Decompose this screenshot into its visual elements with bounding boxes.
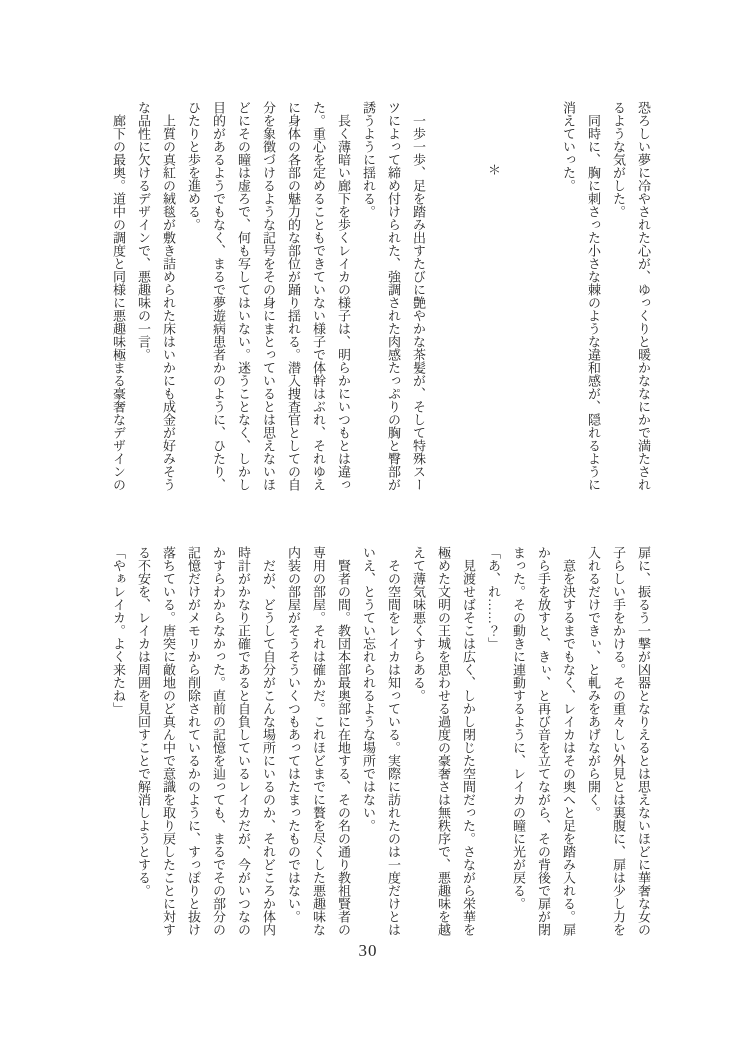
text-column: 「やぁレイカ。よく来たね」 <box>111 546 126 715</box>
text-column: どにその瞳は虚ろで、何も写してはいない。迷うことなく、しかし <box>236 101 251 491</box>
text-column: その空間をレイカは知っている。実際に訪れたのは一度だけとは <box>386 559 401 936</box>
column-gap <box>506 101 531 495</box>
text-column: 恐ろしい夢に冷やされた心が、ゆっくりと暖かななにかで満たされ <box>636 101 651 491</box>
text-column: かすらわからなかった。直前の記憶を辿っても、まるでその部分の <box>211 546 226 936</box>
text-column: 見渡せばそこは広く、しかし閉じた空間だった。さながら栄華を <box>461 559 476 936</box>
text-column: 長く薄暗い廊下を歩くレイカの様子は、明らかにいつもとは違っ <box>336 114 351 491</box>
text-column: 「あ、れ……？」 <box>486 546 501 650</box>
text-column: 廊下の最奥。道中の調度と同様に悪趣味極まる豪奢なデザインの <box>111 114 126 491</box>
text-block-top <box>106 101 656 495</box>
text-column: 一歩一歩、足を踏み出すたびに艶やかな茶髪が、そして特殊スー <box>411 114 426 491</box>
text-column: 落ちている。唐突に敵地のど真ん中で意識を取り戻したことに対す <box>161 546 176 936</box>
text-column: 消えていった。 <box>561 101 576 192</box>
section-break-star: ＊ <box>486 163 501 176</box>
text-column: 目的があるようでもなく、まるで夢遊病患者かのように、ひたり、 <box>211 101 226 491</box>
text-column: た。重心を定めることもできていない様子で体幹はぶれ、それゆえ <box>311 101 326 491</box>
text-column: に身体の各部の魅力的な部位が踊り揺れる。潜入捜査官としての自 <box>286 101 301 491</box>
text-column: な品性に欠けるデザインで、悪趣味の一言。 <box>136 101 151 361</box>
text-column: まった。その動きに連動するように、レイカの瞳に光が戻る。 <box>511 546 526 910</box>
text-column: るような気がした。 <box>611 101 626 218</box>
text-column: 入れるだけできぃ、と軋みをあげながら開く。 <box>586 546 601 819</box>
text-column: 内装の部屋がそうそういくつもあってはたまったものではない。 <box>286 546 301 923</box>
text-column: 分を象徴づけるような記号をその身にまとっているとは思えないほ <box>261 101 276 491</box>
text-column: 時計がかなり正確であると自負しているレイカだが、今がいつなの <box>236 546 251 936</box>
text-column: 扉に、振るう一撃が凶器となりえるとは思えないほどに華奢な女の <box>636 546 651 936</box>
text-column: 極めた文明の王城を思わせる過度の豪奢さは無秩序で、悪趣味を越 <box>436 546 451 936</box>
text-column: から手を放すと、きぃ、と再び音を立てながら、その背後で扉が閉 <box>536 546 551 936</box>
text-column: 子らしい手をかける。その重々しい外見とは裏腹に、扉は少し力を <box>611 546 626 936</box>
text-column: 賢者の間。教団本部最奥部に在地する、その名の通り教祖賢者の <box>336 559 351 936</box>
text-column: 意を決するまでもなく、レイカはその奥へと足を踏み入れる。扉 <box>561 559 576 936</box>
text-column: 同時に、胸に刺さった小さな棘のような違和感が、隠れるように <box>586 114 601 491</box>
text-column: いえ、とうてい忘れられるような場所ではない。 <box>361 546 376 832</box>
text-column: だが、どうして自分がこんな場所にいるのか、それどころか体内 <box>261 559 276 936</box>
text-column: ひたりと歩を進める。 <box>186 101 201 231</box>
text-column: 記憶だけがメモリから削除されているかのように、すっぽりと抜け <box>186 546 201 936</box>
column-gap <box>431 101 456 495</box>
column-gap <box>456 101 481 495</box>
text-block-bottom <box>106 546 656 940</box>
page-number: 30 <box>358 941 378 960</box>
text-column: る不安を、レイカは周囲を見回すことで解消しようとする。 <box>136 546 151 897</box>
text-column: ツによって締め付けられた、強調された肉感たっぷりの胸と臀部が <box>386 101 401 491</box>
column-gap <box>531 101 556 495</box>
text-column: 専用の部屋。それは確かだ。これほどまでに贅を尽くした悪趣味な <box>311 546 326 936</box>
text-column: えて薄気味悪くすらある。 <box>411 546 426 702</box>
text-column: 上質の真紅の絨毯が敷き詰められた床はいかにも成金が好みそう <box>161 114 176 491</box>
text-column: 誘うように揺れる。 <box>361 101 376 218</box>
